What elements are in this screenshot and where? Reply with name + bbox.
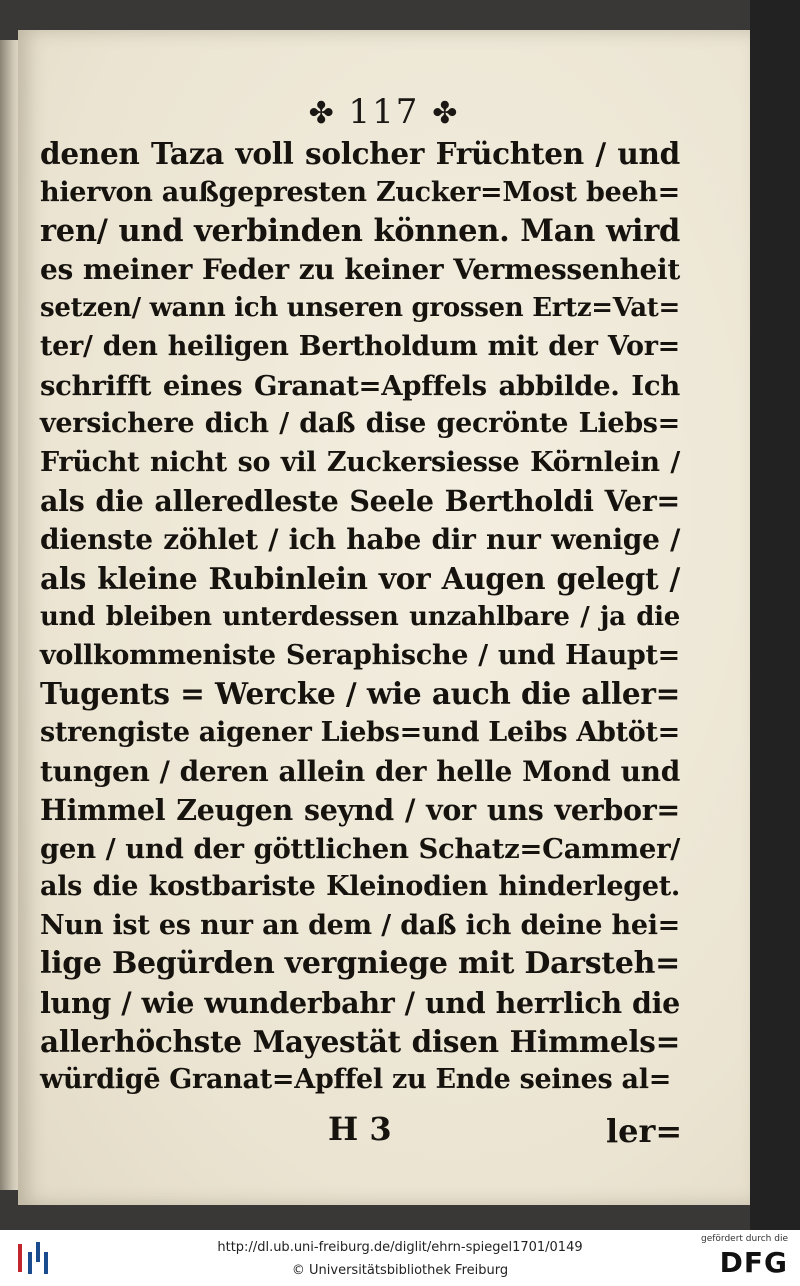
page-header	[18, 92, 750, 132]
text-line: lige Begürden vergniege mit Darsteh=	[40, 946, 680, 982]
text-line: Frücht nicht so vil Zuckersiesse Körnlein /	[40, 446, 680, 478]
text-line: dienste zöhlet / ich habe dir nur wenige /	[40, 522, 680, 556]
text-line: es meiner Feder zu keiner Vermessenheit	[40, 252, 680, 286]
scan-border	[750, 0, 800, 1230]
text-line: versichere dich / daß dise gecrönte Liebs=	[40, 408, 680, 440]
text-line: vollkommeniste Seraphische / und Haupt=	[40, 639, 680, 671]
ornament-left-icon: ✤	[308, 96, 336, 131]
text-line: lung / wie wunderbahr / und herrlich die	[40, 986, 680, 1021]
text-line: und bleiben unterdessen unzahlbare / ja die	[40, 602, 680, 633]
text-line: denen Taza voll solcher Früchten / und	[40, 136, 680, 171]
text-line: Nun ist es nur an dem / daß ich deine hei=	[40, 909, 680, 941]
text-line: Himmel Zeugen seynd / vor uns verbor=	[40, 793, 680, 828]
text-line: schrifft eines Granat=Apffels abbilde. Ich	[40, 369, 680, 402]
text-line: allerhöchste Mayestät disen Himmels=	[40, 1023, 680, 1059]
text-line: würdigē Granat=Apffel zu Ende seines al=	[40, 1064, 672, 1096]
page-number: 117	[348, 92, 420, 132]
text-line: hiervon außgepresten Zucker=Most beeh=	[40, 176, 680, 208]
book-page	[18, 30, 750, 1205]
viewer-footer	[0, 1230, 800, 1286]
ornament-right-icon: ✤	[432, 96, 460, 131]
signature-mark: H 3	[328, 1110, 392, 1148]
copyright-text: © Universitätsbibliothek Freiburg	[291, 1263, 509, 1278]
text-line: ter/ den heiligen Bertholdum mit der Vor=	[40, 330, 680, 362]
text-line: als kleine Rubinlein vor Augen gelegt /	[40, 560, 680, 596]
funding-note: gefördert durch die	[701, 1234, 788, 1244]
text-line: als die kostbariste Kleinodien hinderleget.	[40, 871, 680, 903]
text-line: strengiste aigener Liebs=und Leibs Abtöt=	[40, 716, 680, 748]
dfg-logo: DFG	[719, 1246, 788, 1279]
text-line: setzen/ wann ich unseren grossen Ertz=Vat=	[40, 293, 680, 324]
permalink[interactable]: http://dl.ub.uni-freiburg.de/diglit/ehrn-spiegel1701/0149	[217, 1240, 583, 1255]
text-line: ren/ und verbinden können. Man wird	[40, 213, 680, 250]
body-text	[40, 135, 680, 1100]
text-line: gen / und der göttlichen Schatz=Cammer/	[40, 832, 680, 865]
text-line: Tugents = Wercke / wie auch die aller=	[40, 676, 680, 712]
catchword: ler=	[606, 1112, 683, 1150]
text-line: tungen / deren allein der helle Mond und	[40, 754, 680, 788]
text-line: als die alleredleste Seele Bertholdi Ver=	[40, 484, 680, 519]
